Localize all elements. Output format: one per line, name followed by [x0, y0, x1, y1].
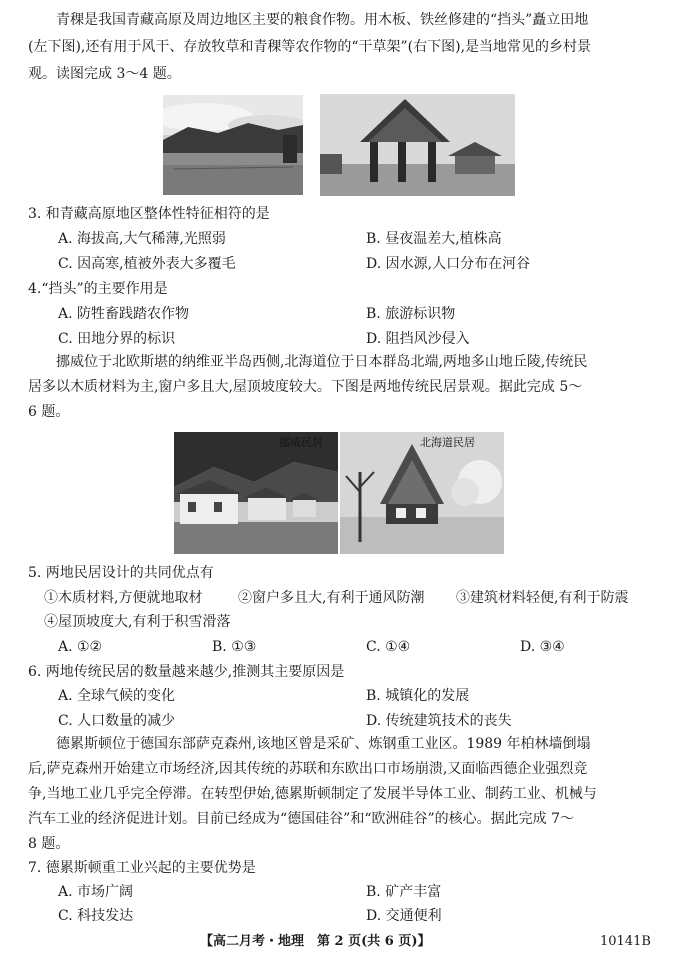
q4-option-c[interactable]: C. 田地分界的标识: [58, 331, 176, 347]
q3-option-c[interactable]: C. 因高寒,植被外表大多覆毛: [58, 256, 236, 272]
photo-hay-rack: [320, 94, 515, 196]
intro2-line3: 6 题。: [28, 404, 70, 420]
q6-option-d[interactable]: D. 传统建筑技术的丧失: [366, 713, 512, 729]
q5-statement-1: ①木质材料,方便就地取材: [44, 590, 203, 606]
intro3-line2: 后,萨克森州开始建立市场经济,因其传统的苏联和东欧出口市场崩溃,又面临西德企业强烈竞: [28, 761, 588, 777]
intro2-line1: 挪威位于北欧斯堪的纳维亚半岛西侧,北海道位于日本群岛北端,两地多山地丘陵,传统民: [56, 354, 588, 370]
caption-norway: 挪威民居: [279, 436, 323, 449]
q5-option-b[interactable]: B. ①③: [212, 639, 257, 655]
photo-hokkaido-houses: [340, 432, 504, 554]
q5-statement-4: ④屋顶坡度大,有利于积雪滑落: [44, 614, 231, 630]
q4-stem: 4.“挡头”的主要作用是: [28, 281, 168, 297]
q3-option-b[interactable]: B. 昼夜温差大,植株高: [366, 231, 502, 247]
q5-option-a[interactable]: A. ①②: [58, 639, 103, 655]
q6-option-c[interactable]: C. 人口数量的减少: [58, 713, 176, 729]
q7-option-c[interactable]: C. 科技发达: [58, 908, 134, 924]
footer-code: 10141B: [600, 934, 651, 949]
intro3-line3: 争,当地工业几乎完全停滞。在转型伊始,德累斯顿制定了发展半导体工业、制药工业、机械与: [28, 786, 597, 802]
q5-stem: 5. 两地民居设计的共同优点有: [28, 565, 214, 581]
intro1-line3: 观。读图完成 3～4 题。: [28, 66, 181, 82]
q7-option-d[interactable]: D. 交通便利: [366, 908, 442, 924]
q3-option-a[interactable]: A. 海拔高,大气稀薄,光照弱: [58, 231, 226, 247]
intro1-line1: 青稞是我国青藏高原及周边地区主要的粮食作物。用木板、铁丝修建的“挡头”矗立田地: [56, 12, 589, 28]
intro3-line4: 汽车工业的经济促进计划。目前已经成为“德国硅谷”和“欧洲硅谷”的核心。据此完成 7～: [28, 811, 574, 827]
q5-statement-2: ②窗户多且大,有利于通风防潮: [238, 590, 425, 606]
q6-stem: 6. 两地传统民居的数量越来越少,推测其主要原因是: [28, 664, 345, 680]
intro3-line5: 8 题。: [28, 836, 70, 852]
q7-option-a[interactable]: A. 市场广阔: [58, 884, 134, 900]
caption-hokkaido: 北海道民居: [420, 436, 475, 449]
q6-option-a[interactable]: A. 全球气候的变化: [58, 688, 176, 704]
q4-option-d[interactable]: D. 阻挡风沙侵入: [366, 331, 470, 347]
q7-option-b[interactable]: B. 矿产丰富: [366, 884, 442, 900]
q5-statement-3: ③建筑材料轻便,有利于防震: [456, 590, 629, 606]
q5-option-c[interactable]: C. ①④: [366, 639, 411, 655]
intro3-line1: 德累斯顿位于德国东部萨克森州,该地区曾是采矿、炼钢重工业区。1989 年柏林墙倒塌: [56, 736, 591, 752]
q7-stem: 7. 德累斯顿重工业兴起的主要优势是: [28, 860, 256, 876]
q4-option-a[interactable]: A. 防牲畜践踏农作物: [58, 306, 190, 322]
q4-option-b[interactable]: B. 旅游标识物: [366, 306, 456, 322]
q3-stem: 3. 和青藏高原地区整体性特征相符的是: [28, 206, 270, 222]
footer-page-info: 【高二月考・地理 第 2 页(共 6 页)】: [200, 934, 431, 949]
q3-option-d[interactable]: D. 因水源,人口分布在河谷: [366, 256, 531, 272]
q6-option-b[interactable]: B. 城镇化的发展: [366, 688, 470, 704]
photo-dangtou: [163, 95, 303, 195]
photo-norway-houses: [174, 432, 338, 554]
intro2-line2: 居多以木质材料为主,窗户多且大,屋顶坡度较大。下图是两地传统民居景观。据此完成 5～: [28, 379, 583, 395]
intro1-line2: (左下图),还有用于风干、存放牧草和青稞等农作物的“干草架”(右下图),是当地常见的乡村景: [28, 39, 592, 55]
q5-option-d[interactable]: D. ③④: [520, 639, 565, 655]
